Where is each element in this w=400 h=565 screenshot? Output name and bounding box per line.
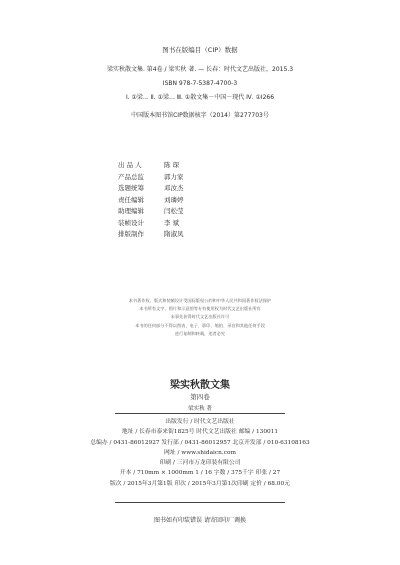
credit-name: 邓汝杰 [164,184,184,192]
cip-record-number: 中国版本图书馆CIP数据核字（2014）第277703号 [131,112,269,119]
cip-classification: Ⅰ. ①梁… Ⅱ. ①梁… Ⅲ. ①散文集－中国－现代 Ⅳ. ①I266 [125,94,275,101]
credit-role: 责任编辑 [118,195,144,204]
book-title: 梁实秋散文集 [170,380,230,391]
credit-row [118,229,258,241]
credit-role: 排版制作 [118,230,144,238]
credit-role: 装帧设计 [118,218,144,227]
copyright-notice [0,297,400,338]
copyright-line: 本书著作权、版式和装帧设计受国际版权公约和中华人民共和国著作权法保护 [128,298,272,303]
website-line: 网址 / www.shidaicn.com [164,449,236,456]
credit-role: 出 品 人 [118,161,142,169]
credit-name: 闫松莹 [164,207,184,215]
publication-info [0,417,400,489]
cip-title: 图书在版编目（CIP）数据 [162,46,238,54]
edition-line: 版次 / 2015年3月第1版 印次 / 2015年3月第1次印刷 定价 / 68.00元 [109,480,290,487]
credit-role: 产品总监 [118,172,144,181]
copyright-line: 本书所有文字、图片和示意图等专有使用权为时代文艺出版社所有 [139,306,261,312]
copyright-line: 未事先获得时代文艺出版社许可 [170,314,230,320]
credit-row [118,160,258,172]
cip-isbn: ISBN 978-7-5387-4700-3 [162,80,238,87]
credit-row [118,206,258,218]
copyright-line: 进行复制和转载，违者必究 [174,330,226,336]
publisher-line: 出版发行 / 时代文艺出版社 [165,419,235,425]
copyright-line: 本书的任何部分不得以图表、电子、影印、缩拍、录音和其他任何手段 [135,322,265,328]
address-line: 地址 / 长春市泰来街1825号 时代文艺出版社 邮编 / 130011 [121,429,279,436]
credits-list [118,160,258,241]
book-author: 梁实秋 著 [188,406,212,412]
format-line: 开本 / 710mm × 1000mm 1 / 16 字数 / 375千字 印张 / 27 [119,470,281,477]
credit-role: 助理编辑 [118,207,144,215]
divider [115,413,285,414]
cip-catalog-line: 梁实秋散文集. 第4卷 / 梁实秋 著. — 长春：时代文艺出版社，2015.3 [106,66,294,73]
credit-name: 刘璘婷 [164,195,184,204]
printer-line: 印刷 / 三河市万龙印装有限公司 [159,460,241,467]
phone-line: 总编办 / 0431-86012927 发行部 / 0431-86012957 北京开发部 / 010-63108163 [90,439,310,446]
credit-name: 李 斌 [164,218,180,227]
credit-role: 选题统筹 [118,184,144,192]
book-volume: 第四卷 [190,393,210,401]
credit-row [118,172,258,184]
credit-name: 郭力家 [164,172,184,181]
credit-row [118,183,258,195]
credit-name: 陈 琛 [164,161,180,169]
footer-note: 图书如有印装错误 请寄回印厂调换 [154,517,246,524]
divider [115,502,285,503]
credit-row [118,218,258,230]
credit-name: 隋淑凤 [164,230,184,238]
credit-row [118,195,258,207]
